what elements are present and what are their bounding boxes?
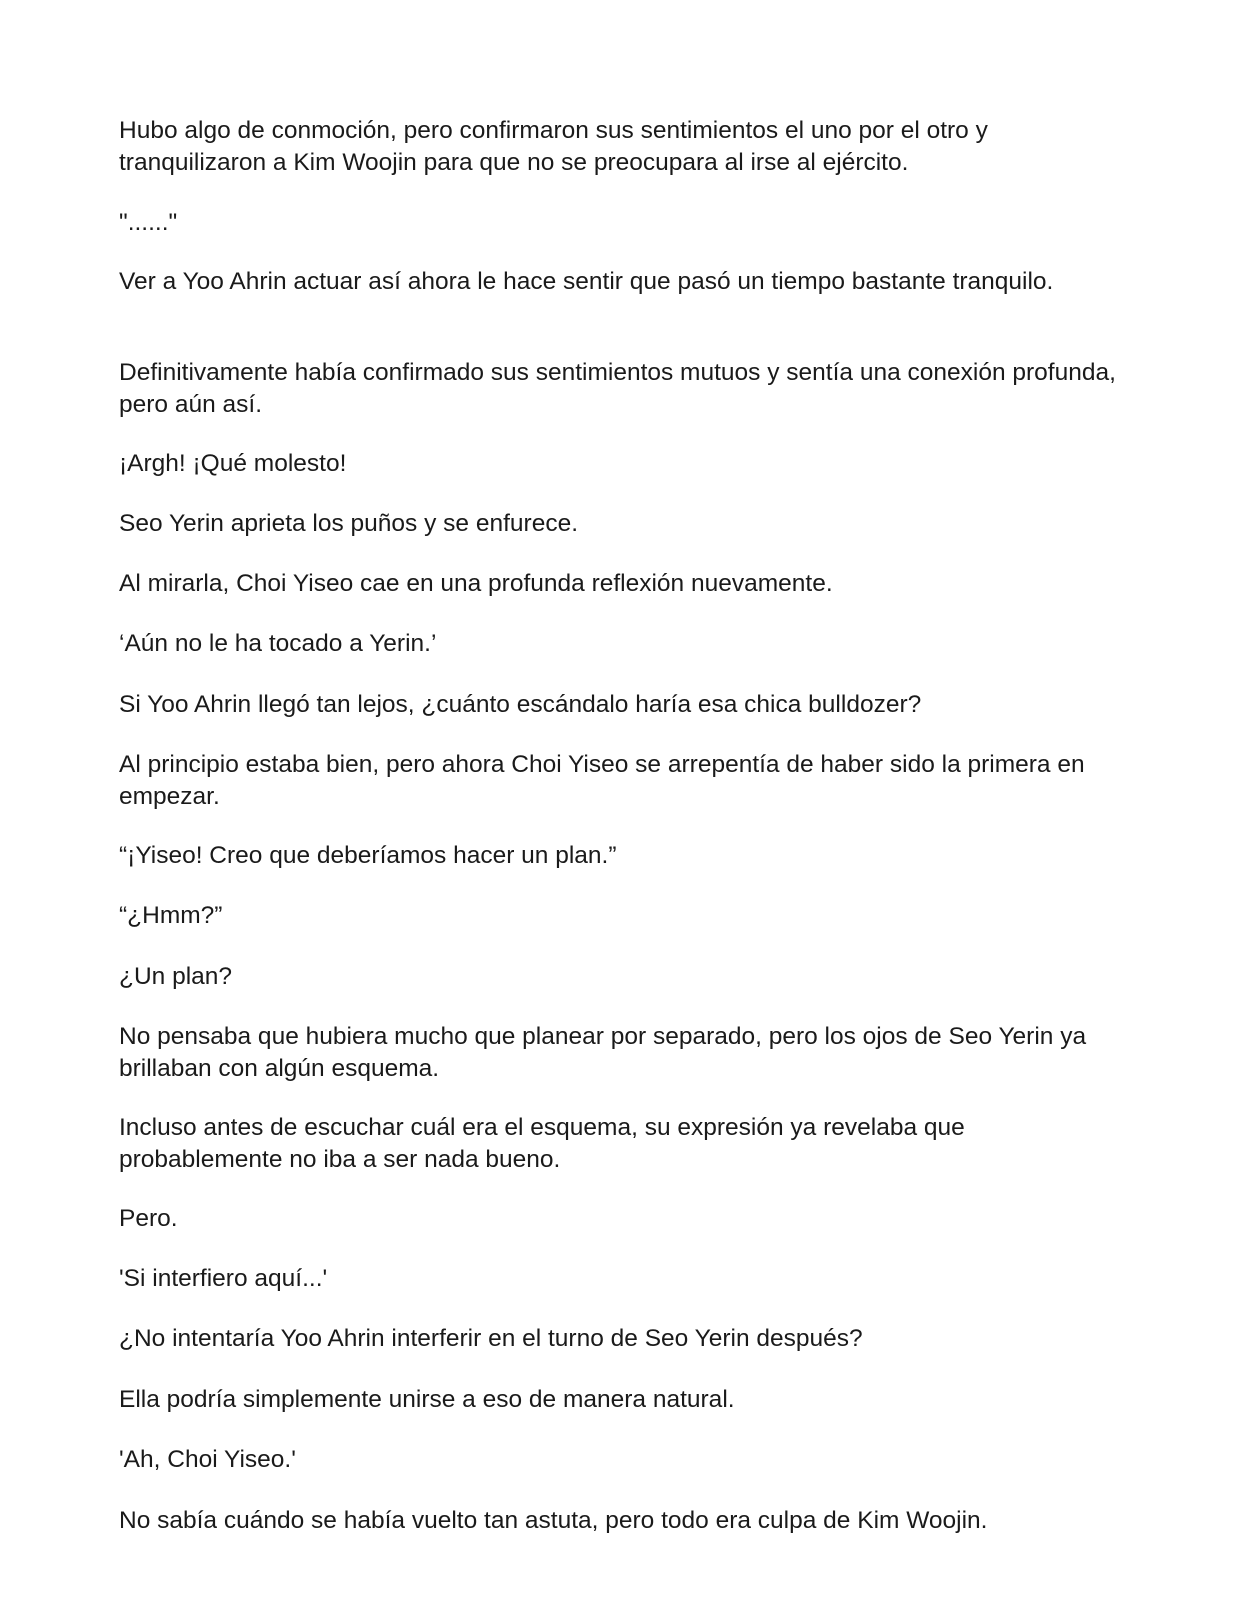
paragraph-14: No pensaba que hubiera mucho que planear por separado, pero los ojos de Seo Yerin ya brillaban con algún esquema. — [119, 1023, 1087, 1082]
paragraph-7: Al mirarla, Choi Yiseo cae en una profunda reflexión nuevamente. — [119, 570, 833, 597]
paragraph-19: Ella podría simplemente unirse a eso de manera natural. — [119, 1386, 735, 1413]
paragraph-18: ¿No intentaría Yoo Ahrin interferir en el turno de Seo Yerin después? — [119, 1325, 863, 1352]
paragraph-8: ‘Aún no le ha tocado a Yerin.’ — [119, 630, 437, 657]
paragraph-3: Ver a Yoo Ahrin actuar así ahora le hace sentir que pasó un tiempo bastante tranquilo. — [119, 268, 1054, 295]
paragraph-13: ¿Un plan? — [119, 963, 233, 990]
paragraph-9: Si Yoo Ahrin llegó tan lejos, ¿cuánto escándalo haría esa chica bulldozer? — [119, 691, 922, 718]
paragraph-11: “¡Yiseo! Creo que deberíamos hacer un plan.” — [119, 842, 617, 869]
paragraph-16: Pero. — [119, 1205, 178, 1232]
paragraph-4: Definitivamente había confirmado sus sentimientos mutuos y sentía una conexión profunda, pero aún así. — [119, 359, 1116, 418]
paragraph-10: Al principio estaba bien, pero ahora Choi Yiseo se arrepentía de haber sido la primera en empezar. — [119, 751, 1085, 810]
paragraph-6: Seo Yerin aprieta los puños y se enfurece. — [119, 510, 579, 537]
paragraph-5: ¡Argh! ¡Qué molesto! — [119, 450, 347, 477]
paragraph-17: 'Si interfiero aquí...' — [119, 1265, 328, 1292]
paragraph-21: No sabía cuándo se había vuelto tan astuta, pero todo era culpa de Kim Woojin. — [119, 1507, 988, 1534]
paragraph-15: Incluso antes de escuchar cuál era el esquema, su expresión ya revelaba que probablemente no iba a ser nada bueno. — [119, 1114, 965, 1173]
paragraph-1: Hubo algo de conmoción, pero confirmaron sus sentimientos el uno por el otro y tranquilizaron a Kim Woojin para que no se preocupara al irse al ejército. — [119, 117, 988, 176]
paragraph-2: "......" — [119, 209, 178, 236]
paragraph-20: 'Ah, Choi Yiseo.' — [119, 1446, 296, 1473]
paragraph-12: “¿Hmm?” — [119, 902, 223, 929]
